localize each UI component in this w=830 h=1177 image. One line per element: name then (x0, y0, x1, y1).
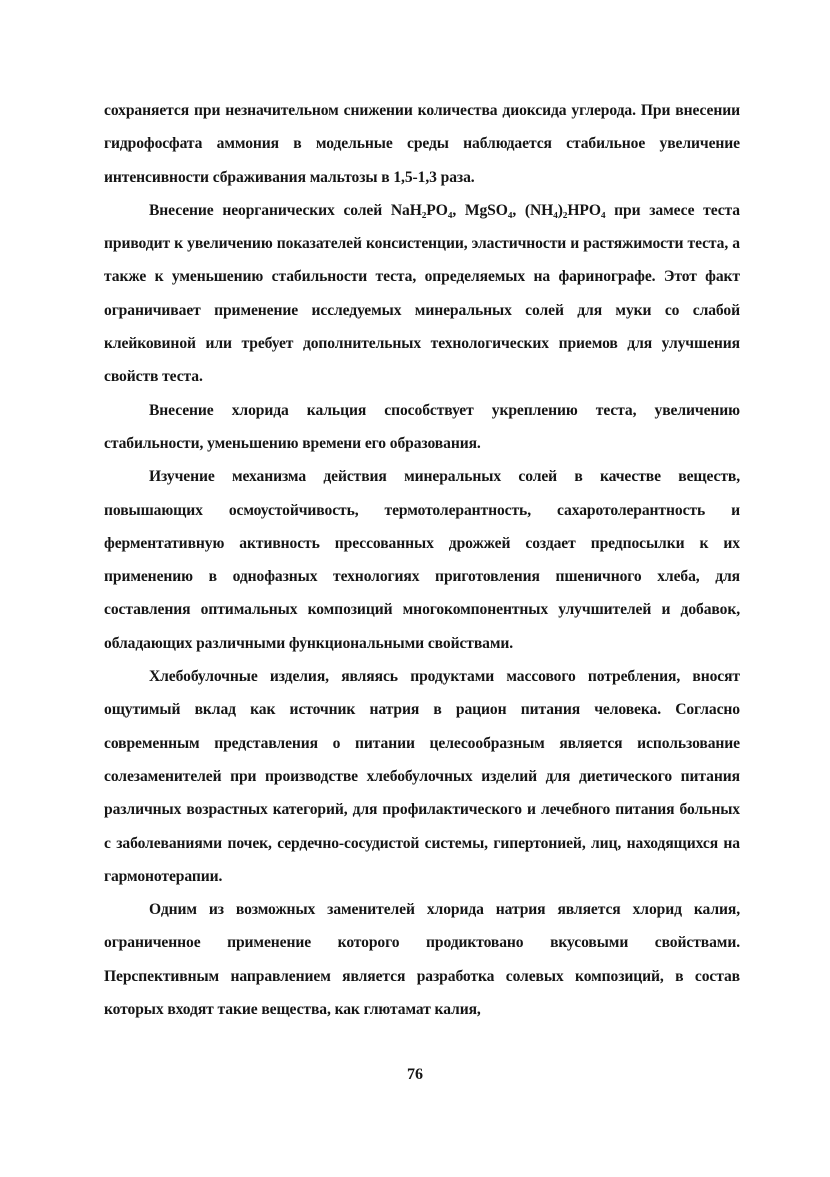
paragraph-3: Внесение хлорида кальция способствует укреплению теста, увеличению стабильности, уменьшению времени его образования. (104, 401, 740, 452)
paragraph-2: Внесение неорганических солей NaH₂PO₄, MgSO₄, (NH₄)₂HPO₄ при замесе теста приводит к увеличению показателей консистенции, эластичности и растяжимости теста, а также к уменьшению стабильности теста, определяемых на фаринографе. Этот факт ограничивает применение исследуемых минеральных солей для муки со слабой клейковиной или требует дополнительных технологических приемов для улучшения свойств теста. (104, 201, 740, 386)
paragraph-5: Хлебобулочные изделия, являясь продуктами массового потребления, вносят ощутимый вклад как источник натрия в рацион питания человека. Согласно современным представления о питании целесообразным является использование солезаменителей при производстве хлебобулочных изделий для диетического питания различных возрастных категорий, для профилактического и лечебного питания больных с заболеваниями почек, сердечно-сосудистой системы, гипертонией, лиц, находящихся на гармонотерапии. (104, 668, 740, 885)
paragraph-6: Одним из возможных заменителей хлорида натрия является хлорид калия, ограниченное применение которого продиктовано вкусовыми свойствами. Перспективным направлением является разработка солевых композиций, в состав которых входят такие вещества, как глютамат калия, (104, 901, 740, 1019)
paragraph-4: Изучение механизма действия минеральных солей в качестве веществ, повышающих осмоустойчивость, термотолерантность, сахаротолерантность и ферментативную активность прессованных дрожжей создает предпосылки к их применению в однофазных технологиях приготовления пшеничного хлеба, для составления оптимальных композиций многокомпонентных улучшителей и добавок, обладающих различными функциональными свойствами. (104, 468, 740, 652)
paragraph-1: сохраняется при незначительном снижении количества диоксида углерода. При внесении гидрофосфата аммония в модельные среды наблюдается стабильное увеличение интенсивности сбраживания мальтозы в 1,5-1,3 раза. (104, 102, 740, 186)
body-text (104, 94, 740, 1026)
page-number: 76 (407, 1066, 423, 1083)
